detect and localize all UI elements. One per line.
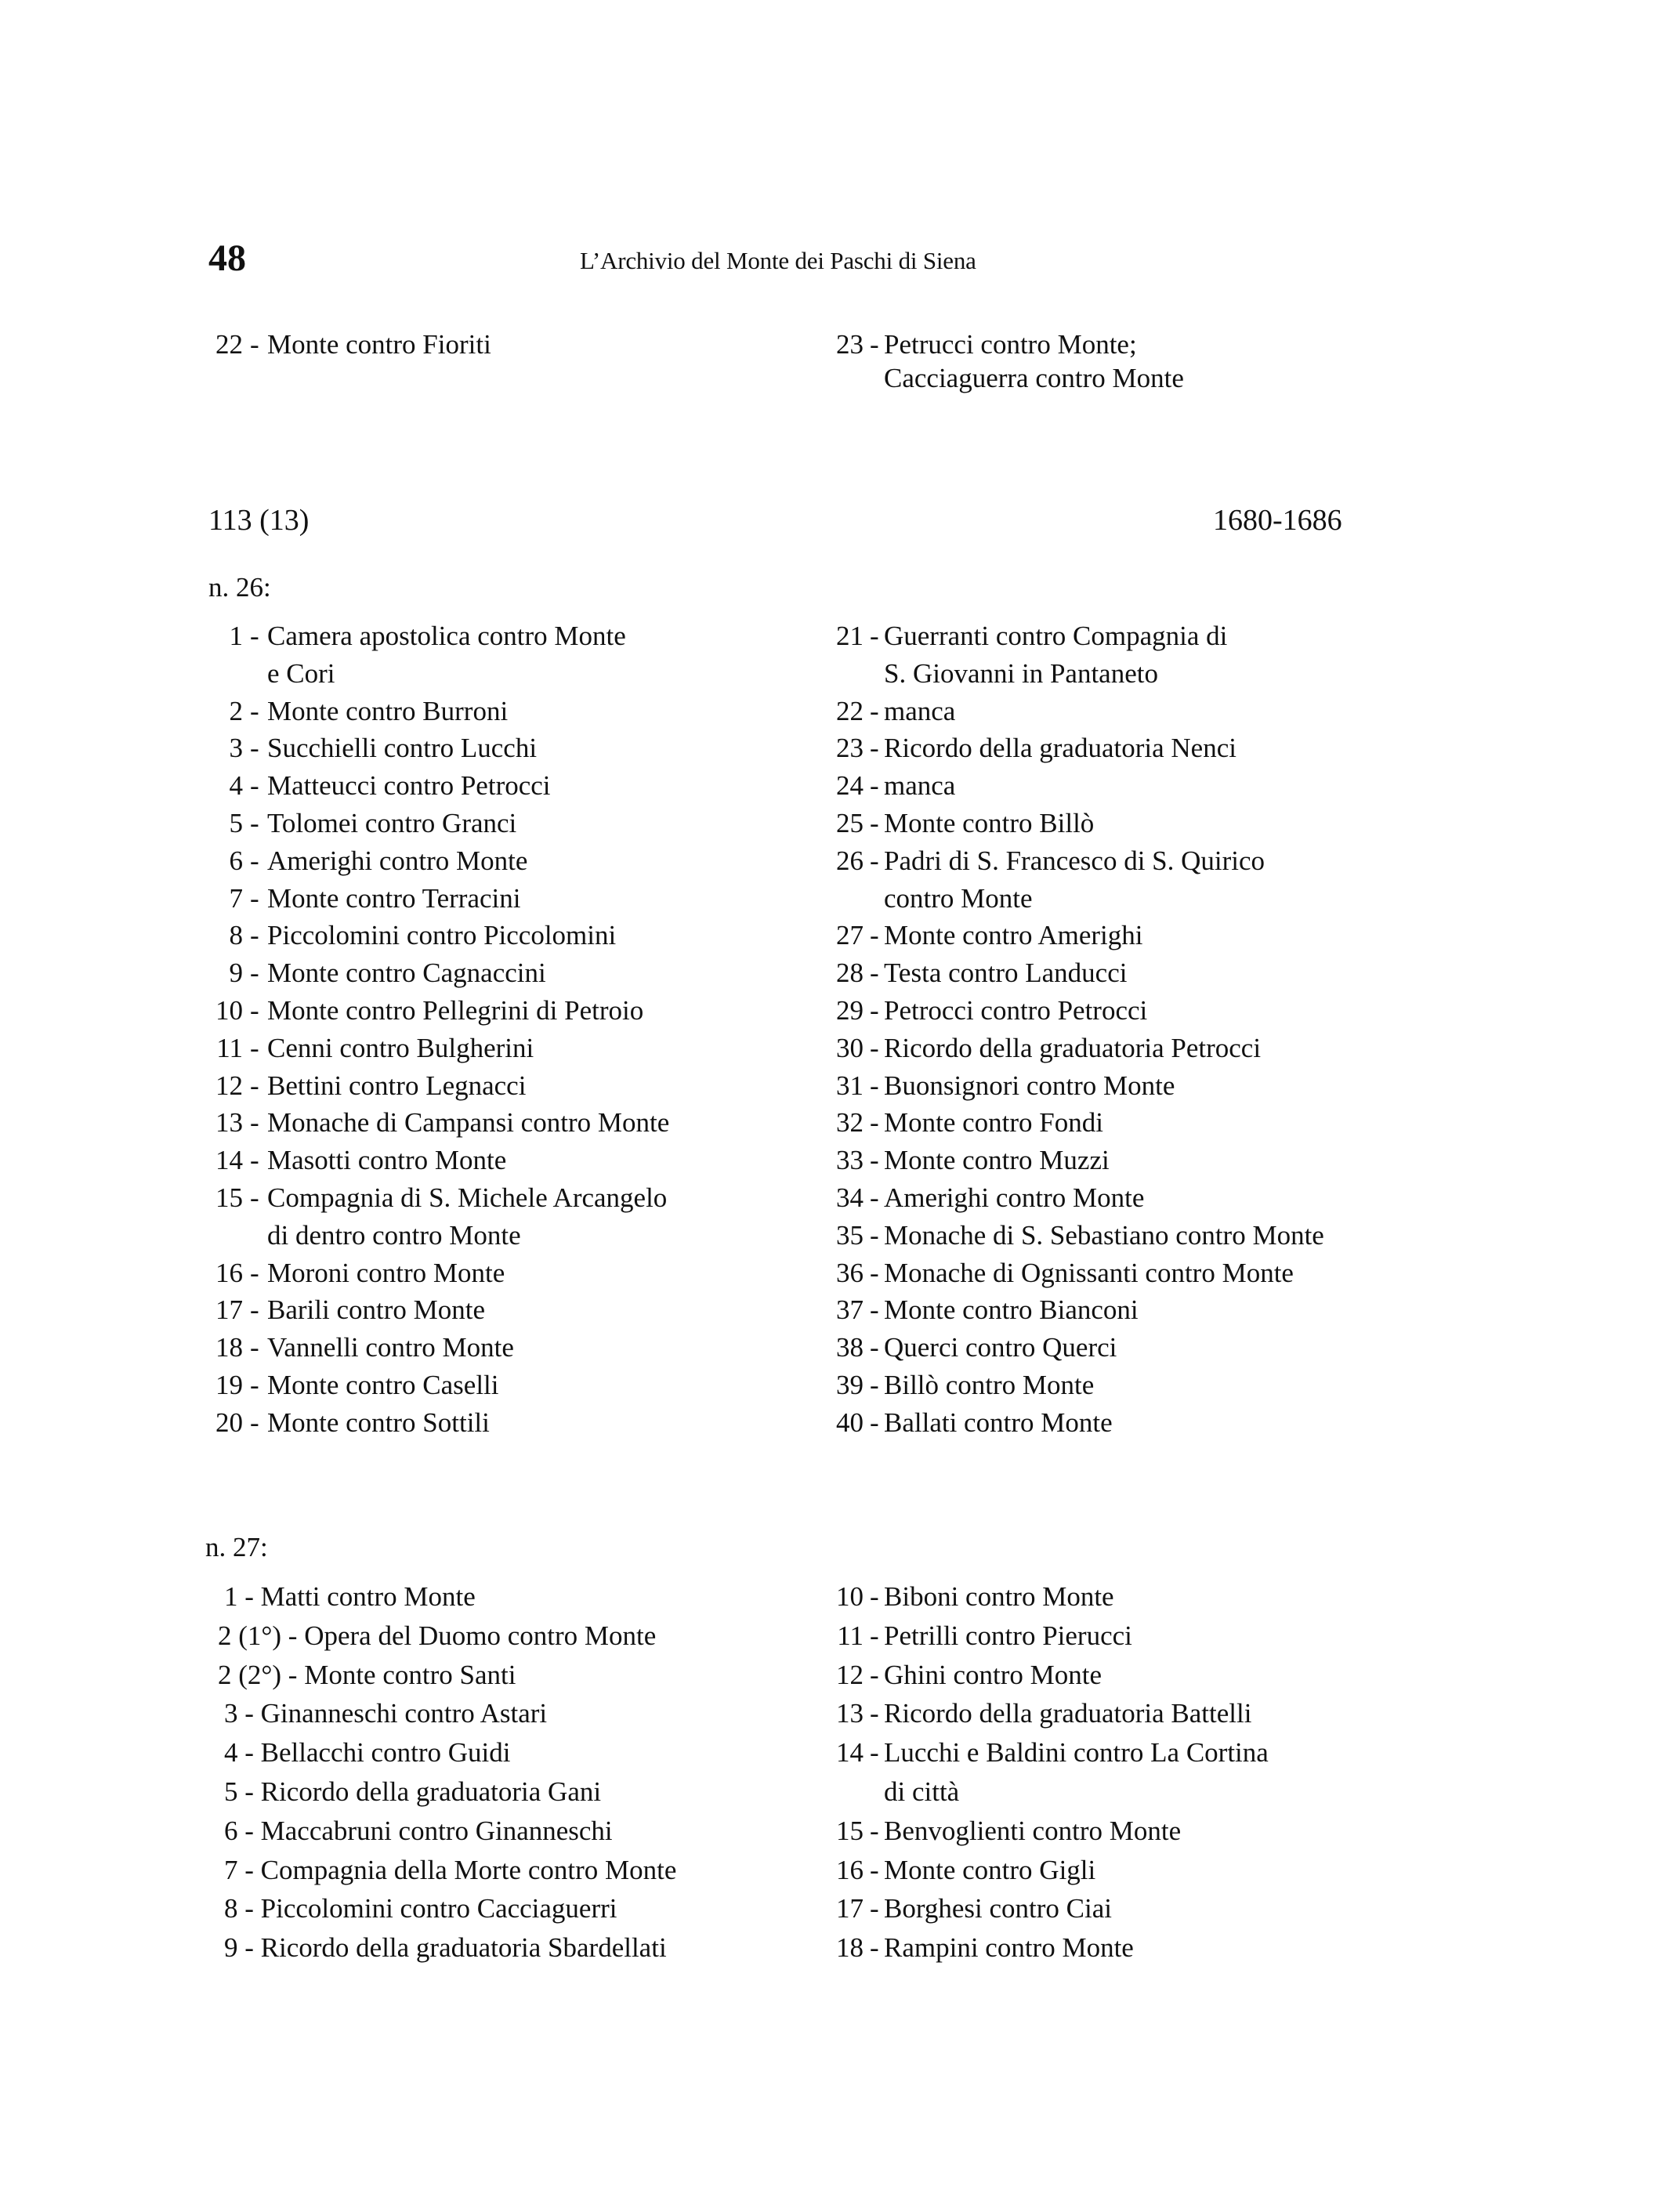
dash-separator: - xyxy=(870,1294,879,1326)
item-number: 11 xyxy=(216,1032,243,1063)
item-text: Monte contro Muzzi xyxy=(884,1145,1110,1176)
item-number: 15 xyxy=(836,1815,864,1846)
item-text: Tolomei contro Granci xyxy=(267,807,517,838)
dash-separator: - xyxy=(250,733,259,764)
list-item xyxy=(826,1928,1453,1968)
list-item xyxy=(826,730,1453,767)
list-item xyxy=(826,1104,1453,1142)
item-number: 20 xyxy=(215,1407,243,1438)
list-item xyxy=(208,1694,804,1733)
item-text: contro Monte xyxy=(884,882,1033,914)
list-item xyxy=(826,1404,1453,1442)
dash-separator: - xyxy=(870,1659,879,1690)
dash-separator: - xyxy=(870,1369,879,1400)
list-item-continuation xyxy=(826,655,1453,693)
list-item xyxy=(208,1404,804,1442)
list-item xyxy=(208,1179,804,1217)
dash-separator: - xyxy=(250,1145,259,1176)
list-item xyxy=(208,1030,804,1067)
item-text: Ricordo della graduatoria Nenci xyxy=(884,733,1236,764)
item-text: Querci contro Querci xyxy=(884,1332,1117,1363)
dash-separator: - xyxy=(870,1737,879,1769)
item-text: 9 - Ricordo della graduatoria Sbardellati xyxy=(224,1932,667,1964)
dash-separator: - xyxy=(250,1107,259,1139)
list-item xyxy=(208,1254,804,1292)
dash-separator: - xyxy=(870,1219,879,1251)
item-text: Petrucci contro Monte; xyxy=(884,329,1137,360)
item-text: Ghini contro Monte xyxy=(884,1659,1102,1690)
item-number: 40 xyxy=(836,1407,864,1438)
item-number: 13 xyxy=(836,1698,864,1729)
item-text: Monache di Campansi contro Monte xyxy=(267,1107,670,1139)
dash-separator: - xyxy=(870,621,879,651)
list-item xyxy=(826,1291,1453,1329)
dash-separator: - xyxy=(870,1145,879,1176)
list-item xyxy=(208,1104,804,1142)
dash-separator: - xyxy=(250,695,259,726)
list-item xyxy=(208,1928,804,1968)
item-text: Benvoglienti contro Monte xyxy=(884,1815,1182,1846)
item-text: Monte contro Fioriti xyxy=(267,329,491,360)
dash-separator: - xyxy=(870,770,879,802)
item-text: Monte contro Fondi xyxy=(884,1107,1103,1139)
dash-separator: - xyxy=(870,1893,879,1924)
file-26-list-right xyxy=(826,617,1453,1442)
list-item xyxy=(826,1694,1453,1733)
dash-separator: - xyxy=(250,845,259,876)
item-text: di dentro contro Monte xyxy=(267,1219,521,1251)
item-number: 11 xyxy=(837,1620,864,1651)
item-text: 2 (1°) - Opera del Duomo contro Monte xyxy=(218,1620,657,1651)
item-number: 23 xyxy=(836,733,864,764)
item-number: 4 xyxy=(229,770,243,802)
list-item xyxy=(208,328,757,361)
dash-separator: - xyxy=(250,807,259,838)
dash-separator: - xyxy=(250,1032,259,1063)
list-item xyxy=(826,917,1453,954)
dash-separator: - xyxy=(870,994,879,1026)
item-number: 13 xyxy=(215,1107,243,1139)
item-text: Bettini contro Legnacci xyxy=(267,1070,527,1101)
item-text: 1 - Matti contro Monte xyxy=(224,1581,476,1612)
item-number: 10 xyxy=(215,994,243,1026)
dash-separator: - xyxy=(250,770,259,802)
item-text: di città xyxy=(884,1776,960,1807)
list-item xyxy=(208,1291,804,1329)
item-text: Buonsignori contro Monte xyxy=(884,1070,1175,1101)
list-item xyxy=(208,1617,804,1656)
file-27-list-right xyxy=(826,1577,1453,1968)
list-item xyxy=(826,1656,1453,1695)
dash-separator: - xyxy=(870,1332,879,1363)
list-item xyxy=(208,992,804,1030)
item-text: Monache di S. Sebastiano contro Monte xyxy=(884,1219,1324,1251)
list-item xyxy=(826,617,1453,655)
item-number: 10 xyxy=(836,1581,864,1612)
list-item xyxy=(208,693,804,730)
item-text: manca xyxy=(884,695,956,726)
list-item xyxy=(826,1067,1453,1105)
dash-separator: - xyxy=(870,1257,879,1288)
item-text: Monache di Ognissanti contro Monte xyxy=(884,1257,1294,1288)
item-text: Padri di S. Francesco di S. Quirico xyxy=(884,845,1265,876)
item-number: 24 xyxy=(836,770,864,802)
dash-separator: - xyxy=(250,882,259,914)
item-text: Testa contro Landucci xyxy=(884,958,1128,989)
list-item xyxy=(826,1617,1453,1656)
list-item-continuation xyxy=(208,655,804,693)
item-text: 5 - Ricordo della graduatoria Gani xyxy=(224,1776,602,1807)
list-item-continuation xyxy=(826,880,1453,918)
item-number: 29 xyxy=(836,994,864,1026)
list-item-continuation xyxy=(826,361,1453,395)
list-item-continuation xyxy=(208,1217,804,1254)
item-number: 14 xyxy=(215,1145,243,1176)
item-text: Ballati contro Monte xyxy=(884,1407,1113,1438)
list-item xyxy=(208,1851,804,1890)
item-number: 25 xyxy=(836,807,864,838)
item-text: Rampini contro Monte xyxy=(884,1932,1134,1964)
list-item xyxy=(826,805,1453,842)
item-text: Billò contro Monte xyxy=(884,1369,1095,1400)
item-number: 37 xyxy=(836,1294,864,1326)
item-text: Petrocci contro Petrocci xyxy=(884,994,1148,1026)
item-number: 7 xyxy=(229,882,243,914)
item-text: Monte contro Billò xyxy=(884,807,1095,838)
item-number: 36 xyxy=(836,1257,864,1288)
dash-separator: - xyxy=(870,329,879,360)
dash-separator: - xyxy=(250,1332,259,1363)
item-text: Camera apostolica contro Monte xyxy=(267,621,626,651)
item-text: Monte contro Bianconi xyxy=(884,1294,1139,1326)
item-text: 8 - Piccolomini contro Cacciaguerri xyxy=(224,1893,617,1924)
item-number: 12 xyxy=(836,1659,864,1690)
item-text: Monte contro Sottili xyxy=(267,1407,490,1438)
item-number: 18 xyxy=(215,1332,243,1363)
item-number: 21 xyxy=(836,621,864,651)
item-text: Ricordo della graduatoria Petrocci xyxy=(884,1032,1262,1063)
list-item xyxy=(208,917,804,954)
item-text: 3 - Ginanneschi contro Astari xyxy=(224,1698,548,1729)
list-item xyxy=(826,328,1453,361)
item-number: 16 xyxy=(215,1257,243,1288)
list-item xyxy=(208,1733,804,1772)
dash-separator: - xyxy=(250,958,259,989)
item-text: Piccolomini contro Piccolomini xyxy=(267,920,617,951)
continuation-list-left xyxy=(208,328,757,361)
list-item xyxy=(826,1851,1453,1890)
list-item-continuation xyxy=(826,1772,1453,1812)
dash-separator: - xyxy=(250,621,259,651)
item-text: Succhielli contro Lucchi xyxy=(267,733,538,764)
item-text: Monte contro Cagnaccini xyxy=(267,958,546,989)
item-number: 35 xyxy=(836,1219,864,1251)
list-item xyxy=(826,992,1453,1030)
item-text: Monte contro Burroni xyxy=(267,695,509,726)
dash-separator: - xyxy=(870,1070,879,1101)
list-item xyxy=(826,693,1453,730)
dash-separator: - xyxy=(250,329,259,360)
list-item xyxy=(208,1656,804,1695)
item-text: 6 - Maccabruni contro Ginanneschi xyxy=(224,1815,613,1846)
item-text: Amerighi contro Monte xyxy=(884,1182,1145,1213)
item-number: 34 xyxy=(836,1182,864,1213)
item-number: 19 xyxy=(215,1369,243,1400)
dash-separator: - xyxy=(870,807,879,838)
dash-separator: - xyxy=(250,1257,259,1288)
item-text: 4 - Bellacchi contro Guidi xyxy=(224,1737,511,1769)
list-item xyxy=(208,1577,804,1617)
item-number: 22 xyxy=(836,695,864,726)
dash-separator: - xyxy=(870,1182,879,1213)
dash-separator: - xyxy=(250,1407,259,1438)
list-item xyxy=(826,1030,1453,1067)
item-number: 31 xyxy=(836,1070,864,1101)
dash-separator: - xyxy=(870,1620,879,1651)
list-item xyxy=(826,1367,1453,1404)
item-text: Borghesi contro Ciai xyxy=(884,1893,1112,1924)
list-item xyxy=(208,954,804,992)
item-text: Monte contro Amerighi xyxy=(884,920,1143,951)
list-item xyxy=(208,1812,804,1851)
dash-separator: - xyxy=(870,1854,879,1885)
item-text: Compagnia di S. Michele Arcangelo xyxy=(267,1182,668,1213)
continuation-list-right xyxy=(826,328,1453,395)
dash-separator: - xyxy=(870,920,879,951)
dash-separator: - xyxy=(870,1815,879,1846)
list-item xyxy=(208,767,804,805)
item-number: 17 xyxy=(836,1893,864,1924)
item-number: 22 xyxy=(215,329,243,360)
item-number: 15 xyxy=(215,1182,243,1213)
list-item xyxy=(826,1889,1453,1928)
list-item xyxy=(826,1142,1453,1179)
file-27-list-left xyxy=(208,1577,804,1968)
list-item xyxy=(826,767,1453,805)
list-item xyxy=(826,954,1453,992)
dash-separator: - xyxy=(250,1182,259,1213)
item-text: 2 (2°) - Monte contro Santi xyxy=(218,1659,516,1690)
item-number: 14 xyxy=(836,1737,864,1769)
item-number: 12 xyxy=(215,1070,243,1101)
list-item xyxy=(826,842,1453,880)
item-text: Vannelli contro Monte xyxy=(267,1332,514,1363)
file-27-label: n. 27: xyxy=(205,1532,268,1562)
list-item xyxy=(208,1067,804,1105)
list-item xyxy=(208,1889,804,1928)
item-number: 5 xyxy=(229,807,243,838)
list-item xyxy=(208,1329,804,1367)
item-number: 23 xyxy=(836,329,864,360)
dash-separator: - xyxy=(870,1107,879,1139)
item-text: Ricordo della graduatoria Battelli xyxy=(884,1698,1252,1729)
page-number: 48 xyxy=(208,237,246,279)
file-26-label: n. 26: xyxy=(208,572,271,603)
item-text: Petrilli contro Pierucci xyxy=(884,1620,1132,1651)
dash-separator: - xyxy=(250,920,259,951)
item-text: Moroni contro Monte xyxy=(267,1257,505,1288)
item-text: Guerranti contro Compagnia di xyxy=(884,621,1228,651)
dash-separator: - xyxy=(870,1698,879,1729)
list-item xyxy=(208,730,804,767)
item-number: 28 xyxy=(836,958,864,989)
list-item xyxy=(826,1329,1453,1367)
item-number: 33 xyxy=(836,1145,864,1176)
list-item xyxy=(208,805,804,842)
item-number: 2 xyxy=(229,695,243,726)
item-number: 3 xyxy=(229,733,243,764)
item-number: 17 xyxy=(215,1294,243,1326)
list-item xyxy=(208,880,804,918)
list-item xyxy=(208,1367,804,1404)
item-number: 1 xyxy=(229,621,243,651)
item-text: Monte contro Terracini xyxy=(267,882,521,914)
item-text: Monte contro Caselli xyxy=(267,1369,499,1400)
dash-separator: - xyxy=(870,1581,879,1612)
item-text: manca xyxy=(884,770,956,802)
item-number: 38 xyxy=(836,1332,864,1363)
item-number: 39 xyxy=(836,1369,864,1400)
item-text: Barili contro Monte xyxy=(267,1294,486,1326)
list-item xyxy=(826,1254,1453,1292)
dash-separator: - xyxy=(870,1932,879,1964)
item-text: 7 - Compagnia della Morte contro Monte xyxy=(224,1854,677,1885)
date-range: 1680-1686 xyxy=(1213,504,1342,537)
item-number: 27 xyxy=(836,920,864,951)
dash-separator: - xyxy=(870,733,879,764)
item-text: Cacciaguerra contro Monte xyxy=(884,363,1184,393)
dash-separator: - xyxy=(870,695,879,726)
list-item xyxy=(208,617,804,655)
item-number: 6 xyxy=(229,845,243,876)
dash-separator: - xyxy=(870,845,879,876)
list-item xyxy=(826,1733,1453,1772)
item-number: 16 xyxy=(836,1854,864,1885)
item-text: Matteucci contro Petrocci xyxy=(267,770,551,802)
list-item xyxy=(826,1179,1453,1217)
item-text: Biboni contro Monte xyxy=(884,1581,1114,1612)
item-text: S. Giovanni in Pantaneto xyxy=(884,657,1158,689)
list-item xyxy=(826,1217,1453,1254)
dash-separator: - xyxy=(250,1070,259,1101)
dash-separator: - xyxy=(250,1294,259,1326)
list-item xyxy=(208,842,804,880)
item-text: Monte contro Pellegrini di Petroio xyxy=(267,994,644,1026)
dash-separator: - xyxy=(870,958,879,989)
list-item xyxy=(826,1577,1453,1617)
item-number: 32 xyxy=(836,1107,864,1139)
item-text: Amerighi contro Monte xyxy=(267,845,528,876)
dash-separator: - xyxy=(250,994,259,1026)
file-26-list-left xyxy=(208,617,804,1442)
item-text: Lucchi e Baldini contro La Cortina xyxy=(884,1737,1269,1769)
item-number: 30 xyxy=(836,1032,864,1063)
item-text: Cenni contro Bulgherini xyxy=(267,1032,534,1063)
list-item xyxy=(208,1772,804,1812)
running-head: L’Archivio del Monte dei Paschi di Siena xyxy=(580,247,976,274)
item-text: e Cori xyxy=(267,657,335,689)
dash-separator: - xyxy=(870,1032,879,1063)
list-item xyxy=(826,1812,1453,1851)
list-item xyxy=(208,1142,804,1179)
item-text: Monte contro Gigli xyxy=(884,1854,1096,1885)
item-number: 26 xyxy=(836,845,864,876)
shelf-mark: 113 (13) xyxy=(208,504,310,537)
item-number: 8 xyxy=(229,920,243,951)
item-number: 18 xyxy=(836,1932,864,1964)
dash-separator: - xyxy=(250,1369,259,1400)
item-text: Masotti contro Monte xyxy=(267,1145,507,1176)
dash-separator: - xyxy=(870,1407,879,1438)
item-number: 9 xyxy=(229,958,243,989)
